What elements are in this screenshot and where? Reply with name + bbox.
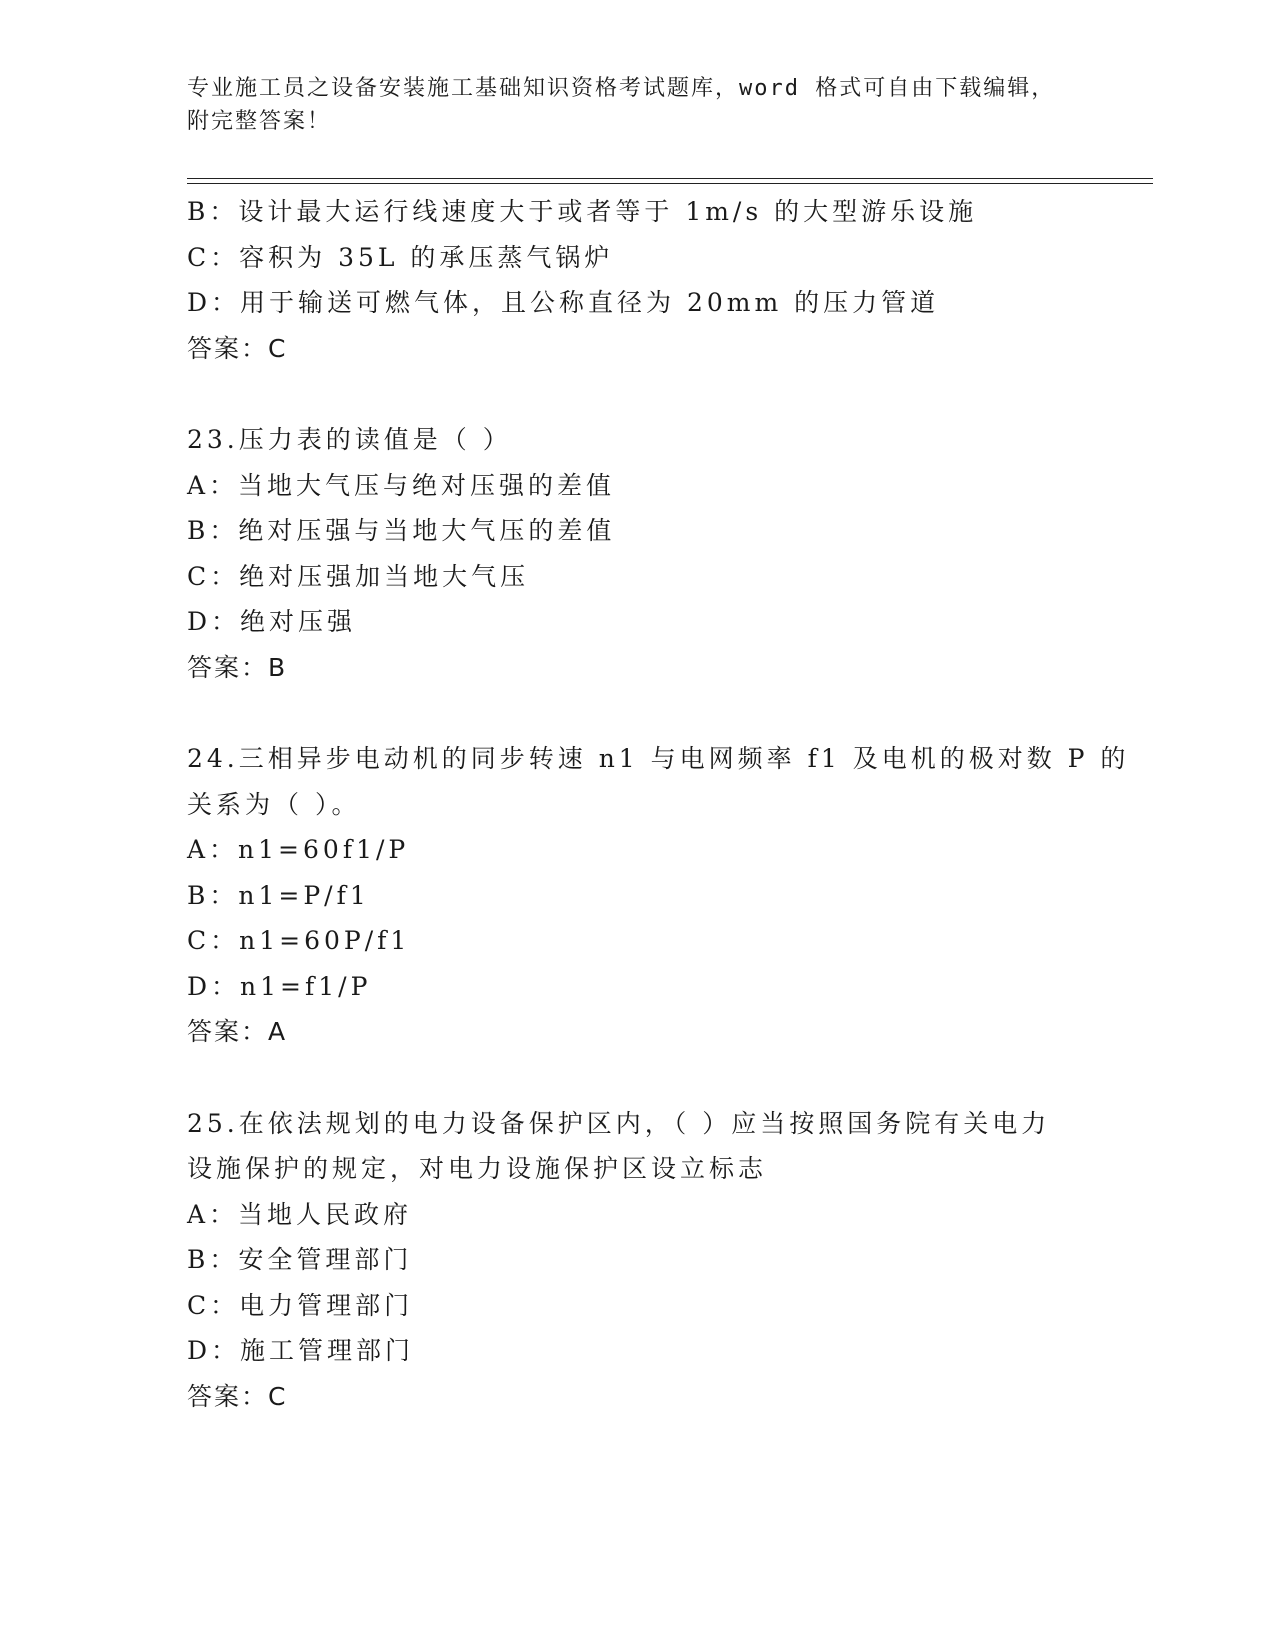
option-b: B：n1=P/f1 bbox=[187, 880, 370, 910]
question-stem-line-2: 设施保护的规定，对电力设施保护区设立标志 bbox=[187, 1154, 768, 1183]
question-24 bbox=[187, 736, 1130, 1055]
option-c: C：绝对压强加当地大气压 bbox=[187, 561, 530, 591]
header-line-2: 附完整答案！ bbox=[187, 109, 332, 134]
option-b: B：绝对压强与当地大气压的差值 bbox=[187, 516, 616, 545]
option-b: B：设计最大运行线速度大于或者等于 1m/s 的大型游乐设施 bbox=[187, 197, 978, 226]
option-c: C：n1=60P/f1 bbox=[187, 926, 411, 955]
answer-line: 答案：A bbox=[187, 1017, 288, 1046]
answer-line: 答案：C bbox=[187, 1381, 288, 1411]
question-stem-line-2: 关系为（ ）。 bbox=[187, 789, 361, 819]
header-divider-bottom bbox=[187, 183, 1153, 184]
option-d: D：绝对压强 bbox=[187, 607, 357, 636]
option-d: D：施工管理部门 bbox=[187, 1336, 415, 1365]
answer-line: 答案：B bbox=[187, 652, 288, 682]
option-c: C：电力管理部门 bbox=[187, 1290, 414, 1320]
question-stem: 23.压力表的读值是（ ） bbox=[187, 425, 512, 454]
question-22 bbox=[187, 189, 1087, 371]
answer-line: 答案：C bbox=[187, 333, 288, 363]
option-a: A：当地人民政府 bbox=[187, 1199, 413, 1229]
option-b: B：安全管理部门 bbox=[187, 1245, 413, 1274]
option-a: A：n1=60f1/P bbox=[187, 835, 410, 864]
question-list bbox=[187, 189, 1130, 1419]
question-23 bbox=[187, 417, 1087, 690]
option-d: D：用于输送可燃气体，且公称直径为 20mm 的压力管道 bbox=[187, 288, 940, 317]
header-divider-top bbox=[187, 178, 1153, 179]
document-header bbox=[187, 72, 1087, 138]
option-d: D：n1=f1/P bbox=[187, 971, 372, 1001]
option-a: A：当地大气压与绝对压强的差值 bbox=[187, 470, 616, 500]
question-stem-line-1: 25.在依法规划的电力设备保护区内，（ ）应当按照国务院有关电力 bbox=[187, 1108, 1051, 1138]
question-stem-line-1: 24.三相异步电动机的同步转速 n1 与电网频率 f1 及电机的极对数 P 的 bbox=[187, 744, 1130, 773]
question-25 bbox=[187, 1101, 1087, 1420]
option-c: C：容积为 35L 的承压蒸气锅炉 bbox=[187, 242, 614, 272]
header-line-1: 专业施工员之设备安装施工基础知识资格考试题库，word 格式可自由下载编辑， bbox=[187, 76, 1056, 101]
